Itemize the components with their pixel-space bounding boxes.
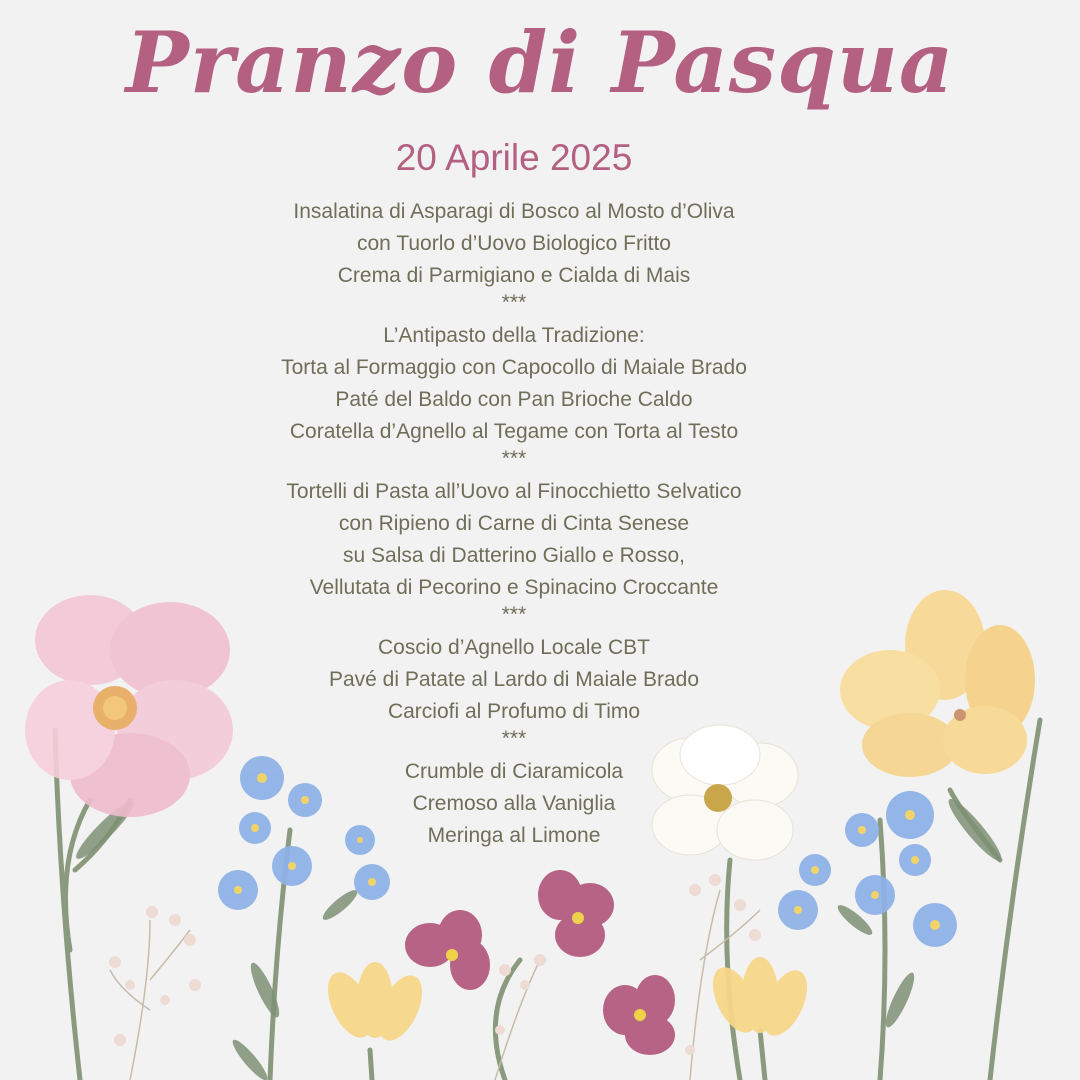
menu-line: con Tuorlo d’Uovo Biologico Fritto [357,232,671,255]
menu-line: Vellutata di Pecorino e Spinacino Croccante [309,576,719,599]
menu-line: su Salsa di Datterino Giallo e Rosso, [343,544,685,567]
menu-line: Crema di Parmigiano e Cialda di Mais [337,264,691,287]
menu-line: Tortelli di Pasta all’Uovo al Finocchietto Selvatico [286,480,742,503]
menu-line: Pavé di Patate al Lardo di Maiale Brado [328,668,700,691]
menu-line: Torta al Formaggio con Capocollo di Maiale Brado [281,356,747,379]
menu-line: Meringa al Limone [427,824,601,847]
menu-line: Paté del Baldo con Pan Brioche Caldo [335,388,693,411]
menu-line: L’Antipasto della Tradizione: [383,324,645,347]
menu-line: Coscio d’Agnello Locale CBT [378,636,650,659]
menu-list [0,196,1028,852]
menu-line: con Ripieno di Carne di Cinta Senese [338,512,690,535]
course-separator: *** [501,603,527,626]
menu-line: Insalatina di Asparagi di Bosco al Mosto d’Oliva [293,200,735,223]
menu-line: Carciofi al Profumo di Timo [387,700,641,723]
menu-line: Coratella d’Agnello al Tegame con Torta al Testo [289,420,739,443]
course-separator: *** [501,727,527,750]
event-date: 20 Aprile 2025 [395,137,633,178]
menu-line: Crumble di Ciaramicola [404,760,624,783]
course-separator: *** [501,447,527,470]
menu-title: Pranzo di Pasqua [125,13,955,112]
course-separator: *** [501,291,527,314]
menu-line: Cremoso alla Vaniglia [412,792,616,815]
